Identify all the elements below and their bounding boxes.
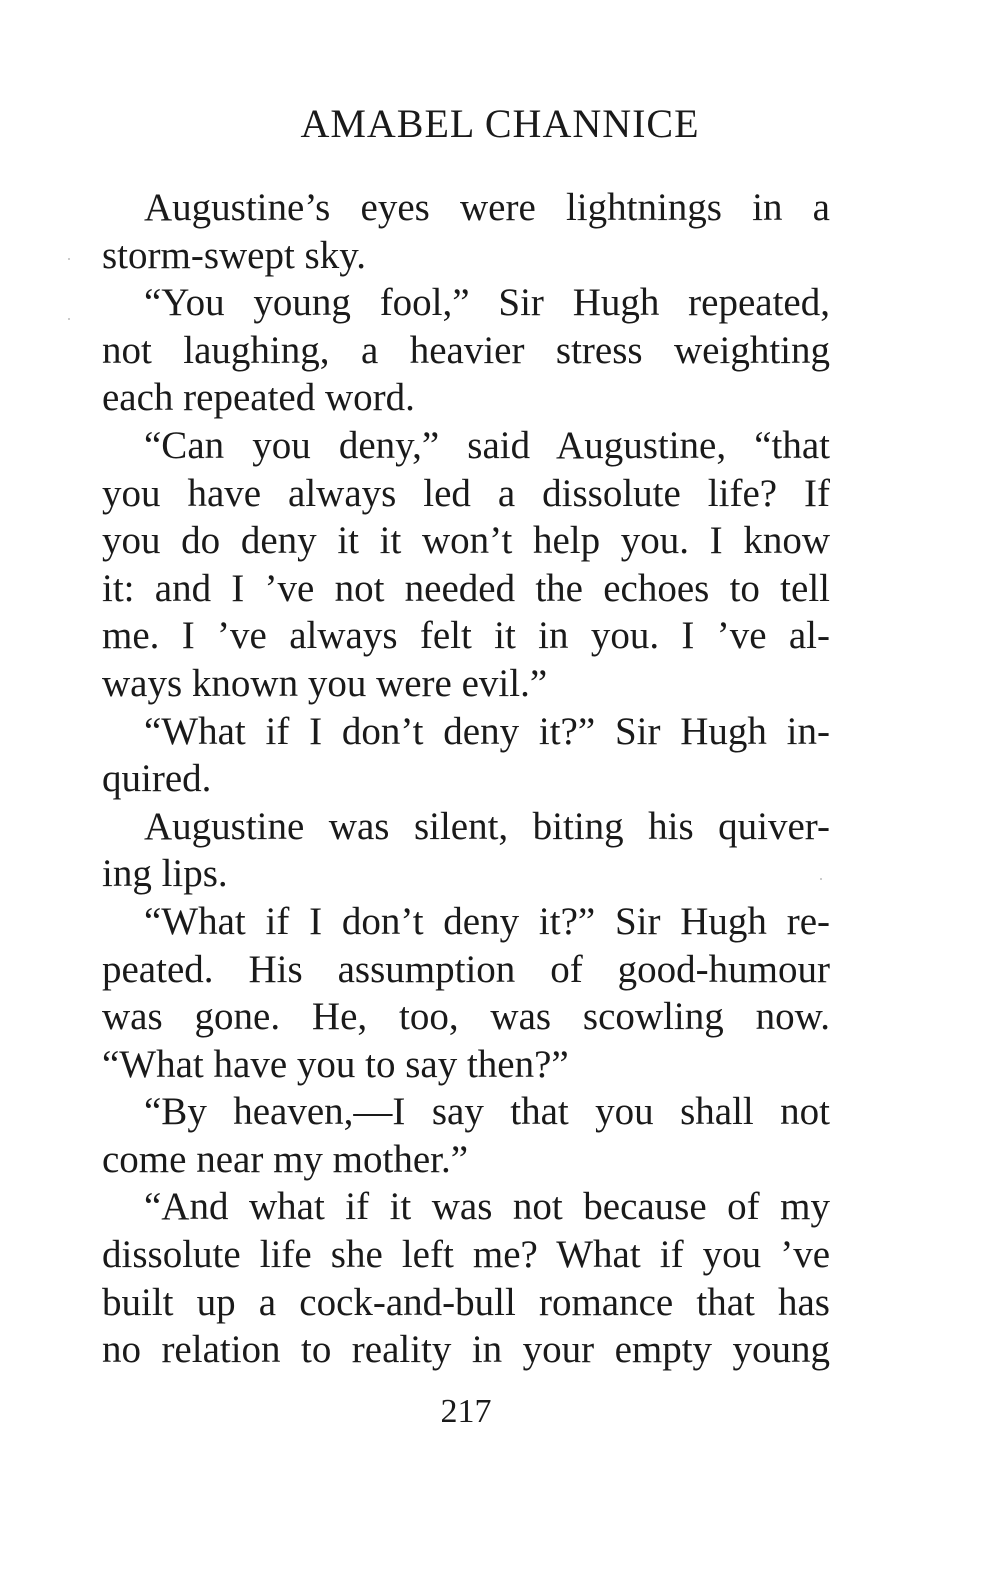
text-line: was gone. He, too, was scowling now. [102,995,830,1039]
text-line: “Can you deny,” said Augustine, “that [144,423,830,467]
text-line: “You young fool,” Sir Hugh repeated, [144,281,830,325]
text-line: me. I ’ve always felt it in you. I ’ve al- [102,614,830,658]
text-line: “What have you to say then?” [102,1042,569,1086]
body-text [102,184,830,1374]
text-line: built up a cock-and-bull romance that has [102,1280,830,1324]
paper-speck [820,878,822,880]
text-line: peated. His assumption of good-humour [102,947,830,991]
text-line: you have always led a dissolute life? If [102,471,830,515]
text-line: no relation to reality in your empty young [102,1328,830,1372]
text-line: Augustine’s eyes were lightnings in a [144,186,830,229]
text-line: quired. [102,757,212,801]
text-line: it: and I ’ve not needed the echoes to tell [102,566,830,610]
text-line: “By heaven,—I say that you shall not [144,1090,830,1134]
text-line: ing lips. [102,852,228,896]
text-line: “What if I don’t deny it?” Sir Hugh re- [144,899,830,943]
text-line: each repeated word. [102,376,415,420]
running-head: AMABEL CHANNICE [300,101,700,146]
text-line: not laughing, a heavier stress weighting [102,328,830,372]
text-line: storm-swept sky. [102,233,366,277]
text-line: you do deny it it won’t help you. I know [102,519,830,563]
text-line: dissolute life she left me? What if you ’ve [102,1233,830,1277]
text-line: come near my mother.” [102,1137,469,1181]
paper-speck [68,258,70,260]
text-line: Augustine was silent, biting his quiver- [144,804,830,848]
text-line: ways known you were evil.” [102,661,548,705]
text-line: “What if I don’t deny it?” Sir Hugh in- [144,709,830,753]
paper-speck [68,318,70,320]
text-line: “And what if it was not because of my [144,1185,830,1229]
page-number: 217 [440,1393,492,1430]
